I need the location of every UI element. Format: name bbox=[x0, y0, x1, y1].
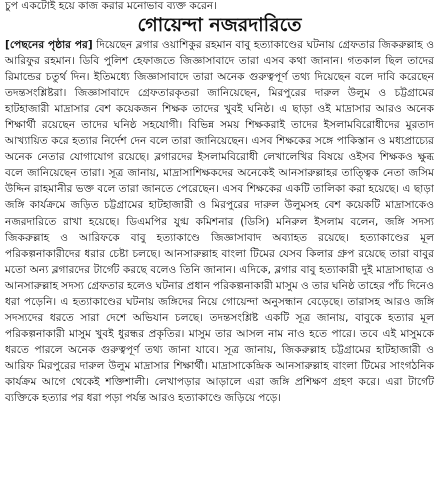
article-body-text: দিয়েছেন ব্লগার ওয়াশিকুর রহমান বাবু হত্যাকাণ্ডের ঘটনায় গ্রেফতার জিকরুল্লাহ ও আরিফুর রহমান। ডিবি পুলিশ হেফাজতে জিজ্ঞাসাবাদে তারা এসব কথা জানান। গতকাল ছিল তাদের রিমান্ডের চতুর্থ দিন। ইতিমধ্যে জিজ্ঞাসাবাদে তারা অনেক গুরুত্বপূর্ণ তথ্য দিয়েছেন বলে দাবি করেছেন তদন্তসংশ্লিষ্টরা। জিজ্ঞাসাবাদে গ্রেফতারকৃতরা জানিয়েছেন, মিরপুরের দারুল উলুম ও চট্টগ্রামের হাটহাজারী মাদ্রাসার বেশ কয়েকজন শিক্ষক তাদের খুবই ঘনিষ্ঠ। এ ছাড়া ওই মাদ্রাসার আরও অনেক শিক্ষার্থী রয়েছেন তাদের ঘনিষ্ঠ সহযোগী। বিভিন্ন সময় শিক্ষকরাই তাদের ইসলামবিরোধীদের মুরতাদ আখ্যায়িত করে হত্যার নির্দেশ দেন বলে তারা জানিয়েছেন। এসব শিক্ষকের সঙ্গে পাকিস্তান ও মধ্যপ্রাচ্যের অনেক নেতার যোগাযোগ রয়েছে। ব্লগারদের ইসলামবিরোধী লেখালেখির বিষয়ে ওইসব শিক্ষকও ক্ষুব্ধ বলে জানিয়েছেন তারা। সূত্র জানায়, মাদ্রাসাশিক্ষকদের অনেকেই আনসারুল্লাহর তাত্ত্বিক নেতা জসিম উদ্দিন রাহমানীর ভক্ত বলে তারা জানতে পেরেছেন। এসব শিক্ষকের একটি তালিকা করা হয়েছে। এ ছাড়া জঙ্গি কার্যক্রমে জড়িত চট্টগ্রামের হাটহাজারী ও মিরপুরের দারুল উলুমসহ বেশ কয়েকটি মাদ্রাসাকেও নজরদারিতে রাখা হয়েছে। ডিএমপির যুগ্ম কমিশনার (ডিসি) মনিরুল ইসলাম বলেন, জঙ্গি সদস্য জিকরুল্লাহ ও আরিফকে বাবু হত্যাকাণ্ডে জিজ্ঞাসাবাদ অব্যাহত রয়েছে। হত্যাকাণ্ডের মূল পরিকল্পনাকারীদের ধরার চেষ্টা চলছে। আনসারুল্লাহ বাংলা টিমের যেসব কিলার গ্রুপ রয়েছে তারা বাবুর মতো অন্য ব্লগারদের টার্গেট করছে বলেও তিনি জানান। এদিকে, ব্লগার বাবু হত্যাকারী দুই মাদ্রাসাছাত্র ও আনসারুল্লাহ সদস্য গ্রেফতার হলেও ঘটনার প্রধান পরিকল্পনাকারী মাসুম ও তার ঘনিষ্ঠ তাহের পাঁচ দিনেও ধরা পড়েনি। এ হত্যাকাণ্ডের ঘটনায় জঙ্গিদের নিয়ে গোয়েন্দা অনুসন্ধান বেড়েছে। তারাসহ আরও জঙ্গি সদস্যদের ধরতে সারা দেশে অভিযান চলছে। তদন্তসংশ্লিষ্ট একটি সূত্র জানায়, বাবুকে হত্যার মূল পরিকল্পনাকারী মাসুম খুবই ধুরন্ধর প্রকৃতির। মাসুম তার আসল নাম নাও হতে পারে। তবে এই মাসুমকে ধরতে পারলে অনেক গুরুত্বপূর্ণ তথ্য জানা যাবে। সূত্র জানায়, জিকরুল্লাহ চট্টগ্রামের হাটহাজারী ও আরিফ মিরপুরের দারুল উলুম মাদ্রাসার শিক্ষার্থী। মাদ্রাসাকেন্দ্রিক আনসারুল্লাহ বাংলা টিমের সাংগঠনিক কার্যক্রম আগে থেকেই শক্তিশালী। লেখাপড়ার আড়ালে এরা জঙ্গি প্রশিক্ষণ গ্রহণ করে। এরা টার্গেট ব্যক্তিকে হত্যার পর ধরা পড়া পর্যন্ত আরও হত্যাকাণ্ডে জড়িয়ে পড়ে। bbox=[5, 39, 434, 405]
article-headline: গোয়েন্দা নজরদারিতে bbox=[137, 14, 302, 36]
article-body bbox=[5, 37, 434, 406]
continuation-marker: [পেছনের পৃষ্ঠার পর] bbox=[5, 39, 93, 51]
previous-article-tail: চুপ একটোই হয়ে কাজ করার মনোভাব ব্যক্ত করেন। bbox=[5, 0, 217, 12]
